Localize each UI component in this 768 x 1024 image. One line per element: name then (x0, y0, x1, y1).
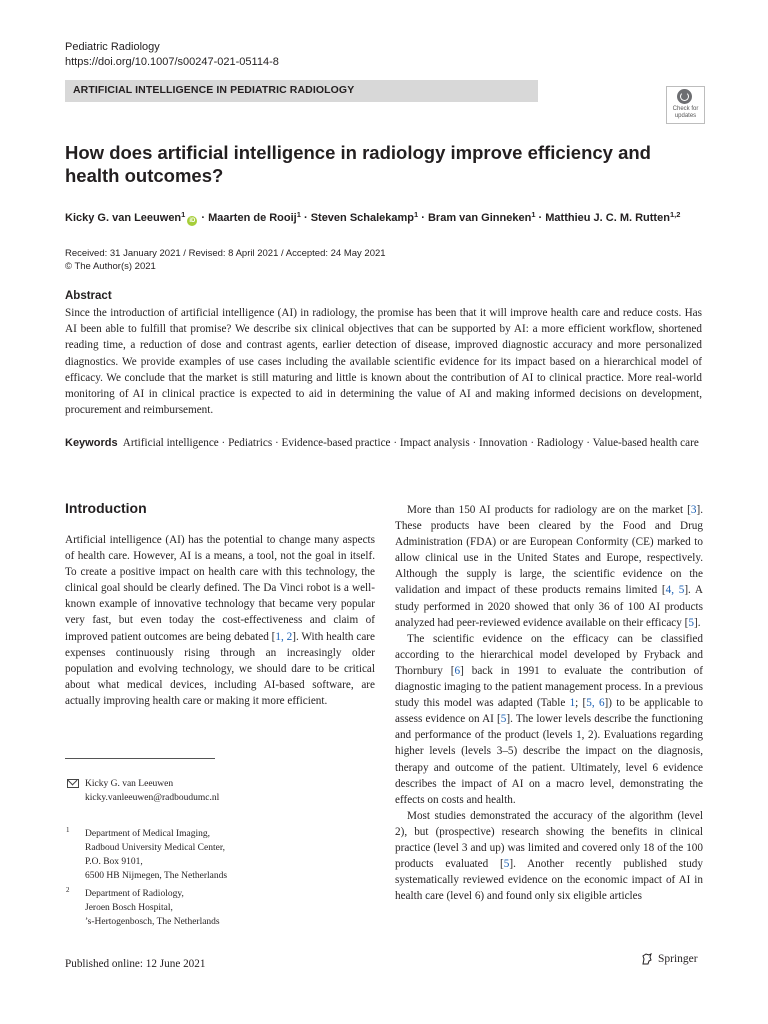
envelope-icon (67, 779, 79, 788)
contact-name: Kicky G. van Leeuwen (85, 779, 174, 789)
author-affiliation: 1 (414, 210, 419, 219)
table-link[interactable]: 1 (569, 697, 576, 710)
intro-column-right (395, 502, 703, 904)
citation-link[interactable]: 5, 6 (586, 697, 605, 710)
author-affiliation: 1 (531, 210, 536, 219)
author-name: Matthieu J. C. M. Rutten (545, 212, 670, 224)
citation-link[interactable]: 4, 5 (665, 584, 685, 597)
section-label: ARTIFICIAL INTELLIGENCE IN PEDIATRIC RADIOLOGY (73, 84, 355, 96)
paragraph: More than 150 AI products for radiology are on the market [3]. These products have been cleared by the Food and Drug Administration (FDA) or are European Conformity (CE) marked to allow clinical use in the United States and Europe, respectively. Although the supply is large, the scientific evidence on the validation and impact of these products remains limited [4, 5]. A study performed in 2020 showed that only 36 of 100 AI products analyzed had peer-reviewed evidence available on their efficacy [5]. (395, 504, 703, 629)
journal-name: Pediatric Radiology (65, 41, 160, 53)
paragraph: Artificial intelligence (AI) has the potential to change many aspects of health care. However, AI is a means, a tool, not the goal in itself. To create a positive impact on health care with this technology, the clinical goal should be clearly defined. The Da Vinci robot is a well-known example of innovative technology that became very popular very fast, but even today the cost-effectiveness and claim of improved patient outcomes are being debated [1, 2]. With health care expenses continuously rising through an increasingly older population and evolving technology, we should dare to be critical about what medical devices, including AI-based software, are actually improving health care or making it more efficient. (65, 534, 375, 707)
abstract-text: Since the introduction of artificial intelligence (AI) in radiology, the promise has been that it will improve health care and reduce costs. Has AI been able to fulfill that promise? We describe six clinical objectives that can be supported by AI: a more efficient workflow, shortened reading time, a reduction of dose and contrast agents, earlier detection of disease, improved diagnostic accuracy and more personalized diagnostics. We provide examples of use cases including the available scientific evidence for its impact based on a hierarchical model of efficacy. We conclude that the market is still maturing and little is known about the contribution of AI to clinical practice. More real-world monitoring of AI in clinical practice is expected to aid in determining the value of AI and making informed decisions on development, procurement and reimbursement. (65, 307, 702, 417)
author-affiliation: 1 (181, 210, 186, 219)
intro-column-left (65, 532, 375, 709)
article-dates: Received: 31 January 2021 / Revised: 8 April 2021 / Accepted: 24 May 2021 (65, 248, 386, 259)
keywords-label: Keywords (65, 437, 118, 449)
author-affiliation: 1 (296, 210, 301, 219)
orcid-icon[interactable]: iD (189, 218, 196, 224)
citation-link[interactable]: 5 (688, 616, 694, 629)
paragraph: The scientific evidence on the efficacy can be classified according to the hierarchical model developed by Fryback and Thornbury [6] back in 1991 to evaluate the contribution of diagnostic imaging to the patient management process. In a previous study this model was adapted (Table 1; [5, 6]) to be applicable to assess evidence on AI [5]. The lower levels describe the functioning and performance of the product (levels 1, 2). Evaluations regarding higher levels (levels 3–5) describe the impact on the diagnosis, therapy and outcome of the patient. Ultimately, level 6 evidence describes the impact of AI on a macro level, demonstrating the effects on costs and health. (395, 632, 704, 806)
contact-email[interactable]: kicky.vanleeuwen@radboudumc.nl (85, 793, 220, 803)
check-updates-icon (677, 89, 692, 104)
section-banner (65, 80, 538, 102)
springer-horse-icon (640, 952, 654, 966)
citation-link[interactable]: 5 (500, 713, 507, 726)
corresponding-author (85, 777, 219, 805)
article-title: How does artificial intelligence in radiology improve efficiency and health outcomes? (65, 142, 651, 186)
author-list: Kicky G. van Leeuwen$^1$iD · Maarten de Rooij$^1$ · Steven Schalekamp$^1$ · Bram van Ginneken$^1$ · Matthieu J. C. M. Rutten$^{1,2}$ (65, 210, 681, 224)
copyright-notice: © The Author(s) 2021 (65, 261, 156, 272)
affiliation-number: 1 (66, 826, 70, 834)
affiliation-1: Department of Medical Imaging, Radboud University Medical Center, P.O. Box 9101, 6500 HB Nijmegen, The Netherlands (85, 829, 228, 881)
citation-link[interactable]: 3 (690, 504, 697, 516)
keywords (65, 435, 702, 451)
author-name: Kicky G. van Leeuwen (65, 212, 182, 224)
introduction-heading: Introduction (65, 500, 147, 516)
affiliation-number: 2 (66, 886, 70, 894)
badge-label: Check for updates (672, 106, 699, 119)
doi-link[interactable]: https://doi.org/10.1007/s00247-021-05114-8 (65, 56, 279, 68)
check-for-updates-badge[interactable] (666, 86, 705, 124)
publisher-name: Springer (658, 953, 698, 965)
citation-link[interactable]: 5 (503, 858, 510, 871)
author-affiliation: 1,2 (669, 210, 681, 219)
citation-link[interactable]: 1, 2 (275, 630, 293, 643)
author-name: Steven Schalekamp (310, 212, 415, 224)
keywords-text: Artificial intelligence · Pediatrics · Evidence-based practice · Impact analysis · Innovation · Radiology · Value-based health care (122, 437, 699, 449)
abstract-heading: Abstract (65, 290, 112, 302)
footnote-divider (65, 758, 215, 759)
author-name: Bram van Ginneken (427, 212, 532, 224)
author-name: Maarten de Rooij (208, 212, 297, 224)
citation-link[interactable]: 6 (454, 664, 461, 677)
published-date: Published online: 12 June 2021 (65, 958, 206, 970)
publisher-logo (640, 952, 698, 966)
affiliation-2: Department of Radiology, Jeroen Bosch Hospital, ’s-Hertogenbosch, The Netherlands (85, 889, 220, 927)
paragraph: Most studies demonstrated the accuracy of the algorithm (level 2), but (prospective) research showing the benefits in clinical practice (level 3 and up) was limited and covered only 18 of the 100 products evaluated [5]. Another recently published study systematically reviewed evidence on the economic impact of AI in health care (level 6) and found only six eligible articles (395, 809, 703, 903)
